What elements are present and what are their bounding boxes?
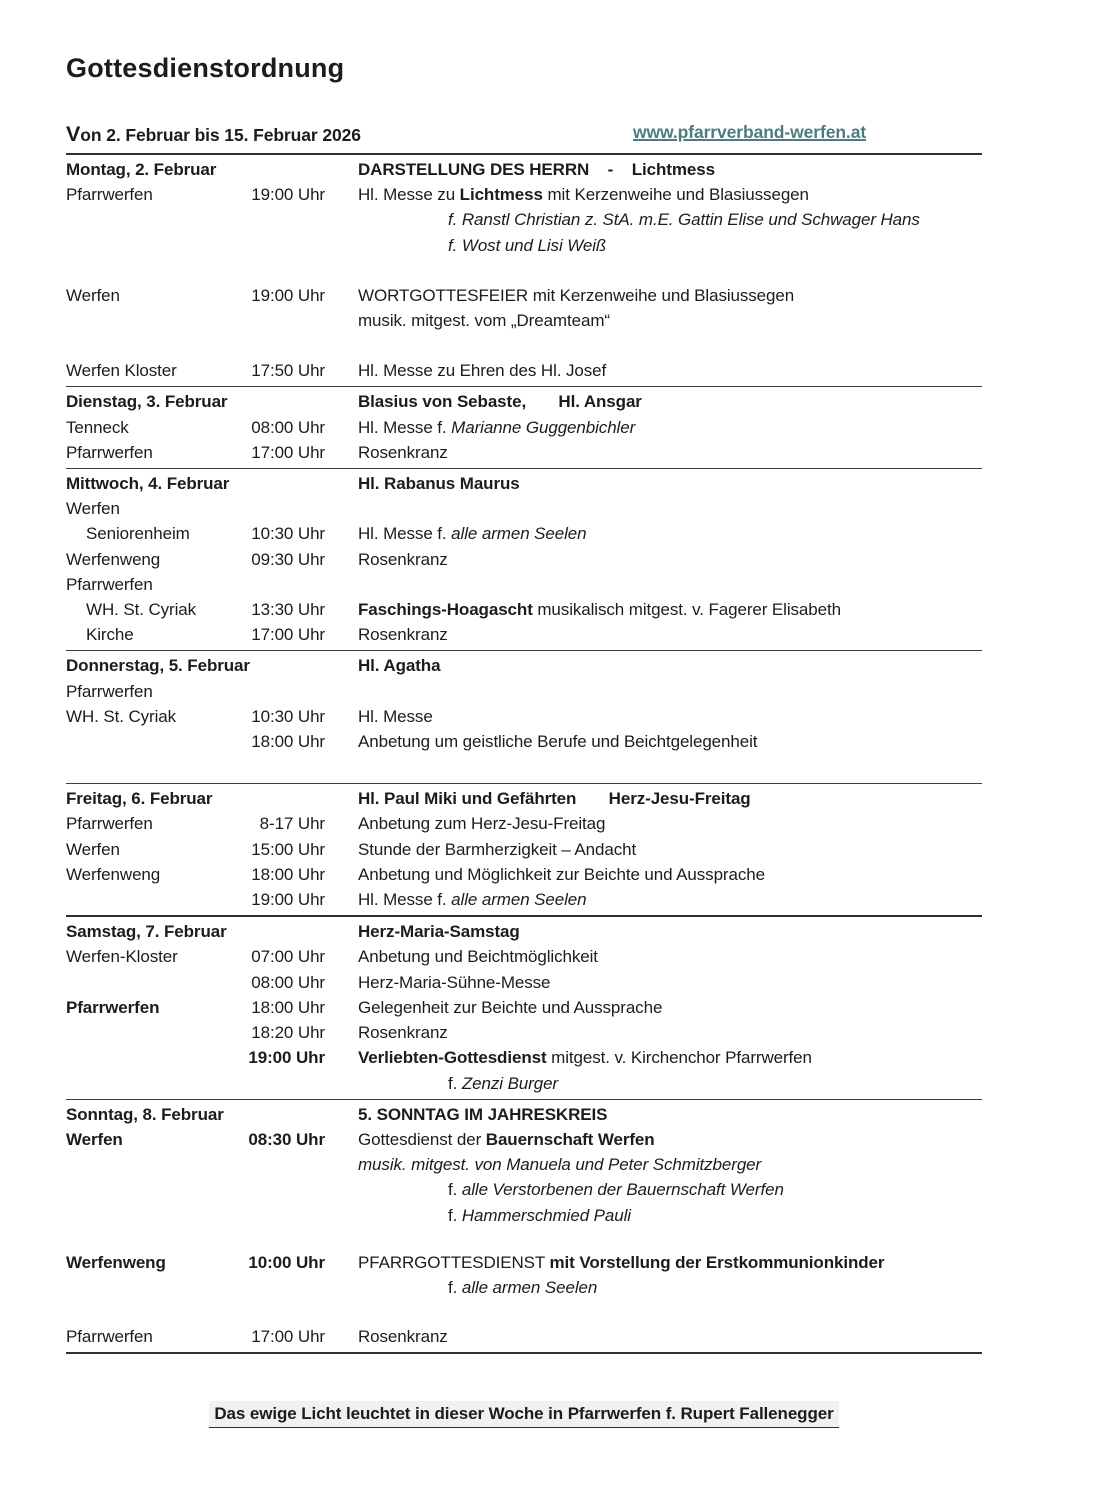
spacer-row bbox=[66, 754, 982, 780]
text-segment: alle armen Seelen bbox=[451, 524, 587, 544]
description-cell bbox=[325, 1324, 982, 1349]
time-cell: 18:00 Uhr bbox=[251, 997, 325, 1017]
location-cell: Pfarrwerfen bbox=[66, 814, 153, 834]
location-cell: Kirche bbox=[86, 625, 134, 645]
description-cell bbox=[325, 207, 982, 232]
description-cell bbox=[325, 729, 982, 754]
schedule-row bbox=[66, 207, 982, 232]
day-feast: Hl. Agatha bbox=[358, 656, 441, 676]
text-segment: Rosenkranz bbox=[358, 549, 448, 569]
description-cell bbox=[325, 597, 982, 622]
location-cell: Pfarrwerfen bbox=[66, 574, 153, 594]
schedule-row bbox=[66, 729, 982, 754]
text-segment: musik. mitgest. von Manuela und Peter Schmitzberger bbox=[358, 1155, 762, 1175]
schedule-row bbox=[66, 995, 982, 1020]
description-cell bbox=[325, 837, 982, 862]
description-cell bbox=[325, 415, 982, 440]
time-cell: 10:30 Uhr bbox=[251, 524, 325, 544]
schedule-row bbox=[66, 944, 982, 969]
day-rows bbox=[66, 811, 982, 912]
text-segment: Hl. Messe f. bbox=[358, 890, 452, 910]
day-section bbox=[66, 155, 982, 386]
schedule-row bbox=[66, 1177, 982, 1202]
description-cell bbox=[325, 1020, 982, 1045]
description-cell bbox=[325, 995, 982, 1020]
schedule-row bbox=[66, 811, 982, 836]
text-segment: Anbetung und Beichtmöglichkeit bbox=[358, 947, 598, 967]
text-segment: alle armen Seelen bbox=[461, 1277, 598, 1297]
time-cell: 08:00 Uhr bbox=[251, 972, 325, 992]
time-cell: 10:00 Uhr bbox=[248, 1252, 325, 1272]
day-feast: DARSTELLUNG DES HERRN - Lichtmess bbox=[358, 160, 715, 179]
day-header bbox=[66, 1102, 982, 1127]
day-section bbox=[66, 468, 982, 650]
schedule-row bbox=[66, 415, 982, 440]
day-header bbox=[66, 389, 982, 414]
description-cell bbox=[325, 283, 982, 308]
text-segment: Anbetung zum Herz-Jesu-Freitag bbox=[358, 814, 606, 834]
text-segment: Ranstl Christian z. StA. m.E. Gattin Elise und Schwager Hans bbox=[461, 210, 920, 230]
day-header bbox=[66, 919, 982, 944]
text-segment: Zenzi Burger bbox=[461, 1073, 558, 1093]
time-cell: 15:00 Uhr bbox=[251, 839, 325, 859]
text-segment: Lichtmess bbox=[459, 185, 543, 205]
time-cell: 18:00 Uhr bbox=[251, 732, 325, 752]
location-cell: WH. St. Cyriak bbox=[66, 706, 177, 726]
location-cell: WH. St. Cyriak bbox=[86, 600, 197, 620]
schedule-row bbox=[66, 1071, 982, 1096]
day-section bbox=[66, 386, 982, 468]
day-rows bbox=[66, 679, 982, 781]
location-cell: Werfen-Kloster bbox=[66, 947, 178, 967]
day-feast: Herz-Maria-Samstag bbox=[358, 922, 520, 942]
text-segment: Anbetung um geistliche Berufe und Beichtgelegenheit bbox=[358, 732, 758, 752]
day-date: Samstag, 7. Februar bbox=[66, 922, 227, 942]
schedule-row bbox=[66, 572, 982, 597]
schedule-row bbox=[66, 970, 982, 995]
text-segment: Herz-Maria-Sühne-Messe bbox=[358, 972, 551, 992]
description-cell bbox=[325, 887, 982, 912]
eternal-light-notice: Das ewige Licht leuchtet in dieser Woche in Pfarrwerfen f. Rupert Fallenegger bbox=[209, 1401, 838, 1428]
time-cell: 19:00 Uhr bbox=[251, 890, 325, 910]
time-cell: 09:30 Uhr bbox=[251, 549, 325, 569]
time-cell: 17:00 Uhr bbox=[251, 1327, 325, 1347]
text-segment: Stunde der Barmherzigkeit – Andacht bbox=[358, 839, 637, 859]
text-segment: Rosenkranz bbox=[358, 625, 448, 645]
location-cell: Werfenweng bbox=[66, 864, 161, 884]
text-segment: Verliebten-Gottesdienst bbox=[358, 1048, 547, 1068]
location-cell: Werfenweng bbox=[66, 1252, 166, 1272]
day-rows bbox=[66, 182, 982, 383]
text-segment: Gottesdienst der bbox=[358, 1129, 486, 1149]
location-cell: Pfarrwerfen bbox=[66, 185, 153, 205]
page-title: Gottesdienstordnung bbox=[66, 53, 345, 83]
text-segment: mit Vorstellung der Erstkommunionkinder bbox=[549, 1252, 885, 1272]
day-feast: Hl. Paul Miki und Gefährten Herz-Jesu-Freitag bbox=[358, 789, 751, 809]
time-cell: 19:00 Uhr bbox=[248, 1048, 325, 1068]
text-segment: Rosenkranz bbox=[358, 442, 448, 462]
day-section bbox=[66, 650, 982, 783]
description-cell bbox=[325, 358, 982, 383]
time-cell: 19:00 Uhr bbox=[251, 185, 325, 205]
text-segment: f. bbox=[448, 210, 462, 230]
location-cell: Werfen bbox=[66, 499, 120, 519]
text-segment: f. bbox=[448, 1277, 462, 1297]
schedule-row bbox=[66, 1275, 982, 1300]
description-cell bbox=[325, 1045, 982, 1070]
location-cell: Pfarrwerfen bbox=[66, 681, 153, 701]
website-link[interactable]: www.pfarrverband-werfen.at bbox=[633, 122, 867, 142]
location-cell: Werfen Kloster bbox=[66, 361, 177, 381]
text-segment: f. bbox=[448, 1205, 462, 1225]
schedule-row bbox=[66, 1250, 982, 1275]
schedule-row bbox=[66, 837, 982, 862]
location-cell: Werfenweng bbox=[66, 549, 161, 569]
text-segment: Hammerschmied Pauli bbox=[461, 1205, 631, 1225]
description-cell bbox=[325, 1152, 982, 1177]
time-cell: 10:30 Uhr bbox=[251, 706, 325, 726]
day-section bbox=[66, 783, 982, 915]
text-segment: Hl. Messe zu Ehren des Hl. Josef bbox=[358, 361, 607, 381]
description-cell bbox=[325, 1275, 982, 1300]
schedule-row bbox=[66, 887, 982, 912]
day-header bbox=[66, 471, 982, 496]
day-rows bbox=[66, 496, 982, 647]
schedule-row bbox=[66, 1127, 982, 1152]
time-cell: 19:00 Uhr bbox=[251, 285, 325, 305]
day-rows bbox=[66, 415, 982, 465]
schedule-row bbox=[66, 496, 982, 521]
day-feast: Blasius von Sebaste, Hl. Ansgar bbox=[358, 392, 642, 412]
location-cell: Pfarrwerfen bbox=[66, 1327, 153, 1347]
description-cell bbox=[325, 970, 982, 995]
schedule-row bbox=[66, 521, 982, 546]
location-cell: Werfen bbox=[66, 285, 120, 305]
schedule-row bbox=[66, 1152, 982, 1177]
spacer-row bbox=[66, 1300, 982, 1324]
description-cell bbox=[325, 811, 982, 836]
schedule-row bbox=[66, 597, 982, 622]
day-feast: 5. SONNTAG IM JAHRESKREIS bbox=[358, 1104, 608, 1124]
schedule-row bbox=[66, 233, 982, 258]
location-cell: Werfen bbox=[66, 839, 120, 859]
schedule-row bbox=[66, 440, 982, 465]
description-cell bbox=[325, 233, 982, 258]
time-cell: 13:30 Uhr bbox=[251, 600, 325, 620]
description-cell bbox=[325, 862, 982, 887]
day-date: Freitag, 6. Februar bbox=[66, 789, 213, 809]
time-cell: 17:00 Uhr bbox=[251, 442, 325, 462]
text-segment: PFARRGOTTESDIENST bbox=[358, 1252, 550, 1272]
time-cell: 8-17 Uhr bbox=[259, 814, 325, 834]
text-segment: Bauernschaft Werfen bbox=[485, 1129, 655, 1149]
time-cell: 08:30 Uhr bbox=[248, 1129, 325, 1149]
schedule-row bbox=[66, 547, 982, 572]
spacer-row bbox=[66, 1228, 982, 1250]
time-cell: 17:00 Uhr bbox=[251, 625, 325, 645]
text-segment: musik. mitgest. vom „Dreamteam“ bbox=[358, 311, 610, 331]
text-segment: Marianne Guggenbichler bbox=[451, 417, 636, 437]
text-segment: Faschings-Hoagascht bbox=[358, 600, 533, 620]
day-date: Montag, 2. Februar bbox=[66, 160, 217, 179]
text-segment: Hl. Messe f. bbox=[358, 417, 452, 437]
description-cell bbox=[325, 944, 982, 969]
description-cell bbox=[325, 1203, 982, 1228]
date-range-rest: on 2. Februar bis 15. Februar 2026 bbox=[80, 125, 361, 145]
day-header bbox=[66, 653, 982, 678]
location-cell: Werfen bbox=[66, 1129, 123, 1149]
location-cell: Pfarrwerfen bbox=[66, 997, 160, 1017]
time-cell: 18:20 Uhr bbox=[251, 1023, 325, 1043]
text-segment: Rosenkranz bbox=[358, 1023, 448, 1043]
day-date: Dienstag, 3. Februar bbox=[66, 392, 228, 412]
text-segment: mit Kerzenweihe und Blasiussegen bbox=[542, 185, 809, 205]
footer bbox=[66, 1401, 982, 1428]
day-rows bbox=[66, 944, 982, 1095]
time-cell: 07:00 Uhr bbox=[251, 947, 325, 967]
description-cell bbox=[325, 622, 982, 647]
date-range-row bbox=[66, 122, 982, 148]
time-cell: 08:00 Uhr bbox=[251, 417, 325, 437]
day-date: Mittwoch, 4. Februar bbox=[66, 474, 230, 494]
schedule-table bbox=[66, 153, 982, 1354]
text-segment: Anbetung und Möglichkeit zur Beichte und Aussprache bbox=[358, 864, 765, 884]
text-segment: Wost und Lisi Weiß bbox=[461, 235, 607, 255]
text-segment: Rosenkranz bbox=[358, 1327, 448, 1347]
text-segment: musikalisch mitgest. v. Fagerer Elisabeth bbox=[532, 600, 841, 620]
description-cell bbox=[325, 1127, 982, 1152]
date-range-initial: V bbox=[66, 122, 81, 146]
schedule-row bbox=[66, 1203, 982, 1228]
day-feast: Hl. Rabanus Maurus bbox=[358, 474, 520, 494]
description-cell bbox=[325, 1177, 982, 1202]
day-header bbox=[66, 157, 982, 182]
schedule-row bbox=[66, 622, 982, 647]
spacer-row bbox=[66, 333, 982, 358]
text-segment: mitgest. v. Kirchenchor Pfarrwerfen bbox=[546, 1048, 812, 1068]
text-segment: f. bbox=[448, 1180, 462, 1200]
text-segment: WORTGOTTESFEIER mit Kerzenweihe und Blasiussegen bbox=[358, 285, 795, 305]
description-cell bbox=[325, 308, 982, 333]
spacer-row bbox=[66, 258, 982, 283]
text-segment: Hl. Messe f. bbox=[358, 524, 452, 544]
day-section bbox=[66, 915, 982, 1098]
description-cell bbox=[325, 182, 982, 207]
schedule-row bbox=[66, 308, 982, 333]
text-segment: f. bbox=[448, 235, 462, 255]
text-segment: Gelegenheit zur Beichte und Aussprache bbox=[358, 997, 663, 1017]
text-segment: f. bbox=[448, 1073, 462, 1093]
text-segment: alle Verstorbenen der Bauernschaft Werfen bbox=[461, 1180, 784, 1200]
day-section bbox=[66, 1099, 982, 1353]
description-cell bbox=[325, 547, 982, 572]
day-header bbox=[66, 786, 982, 811]
description-cell bbox=[325, 1071, 982, 1096]
description-cell bbox=[325, 521, 982, 546]
location-cell: Tenneck bbox=[66, 417, 129, 437]
text-segment: alle armen Seelen bbox=[451, 890, 587, 910]
time-cell: 17:50 Uhr bbox=[251, 361, 325, 381]
day-date: Donnerstag, 5. Februar bbox=[66, 656, 250, 676]
schedule-row bbox=[66, 182, 982, 207]
description-cell bbox=[325, 704, 982, 729]
text-segment: Hl. Messe bbox=[358, 706, 433, 726]
location-cell: Seniorenheim bbox=[86, 524, 190, 544]
schedule-row bbox=[66, 1020, 982, 1045]
schedule-row bbox=[66, 862, 982, 887]
description-cell bbox=[325, 1250, 982, 1275]
day-rows bbox=[66, 1127, 982, 1349]
time-cell: 18:00 Uhr bbox=[251, 864, 325, 884]
schedule-row bbox=[66, 1324, 982, 1349]
day-date: Sonntag, 8. Februar bbox=[66, 1104, 224, 1124]
schedule-row bbox=[66, 283, 982, 308]
schedule-row bbox=[66, 704, 982, 729]
description-cell bbox=[325, 440, 982, 465]
text-segment: Hl. Messe zu bbox=[358, 185, 460, 205]
schedule-row bbox=[66, 1045, 982, 1070]
schedule-row bbox=[66, 358, 982, 383]
location-cell: Pfarrwerfen bbox=[66, 442, 153, 462]
schedule-row bbox=[66, 679, 982, 704]
